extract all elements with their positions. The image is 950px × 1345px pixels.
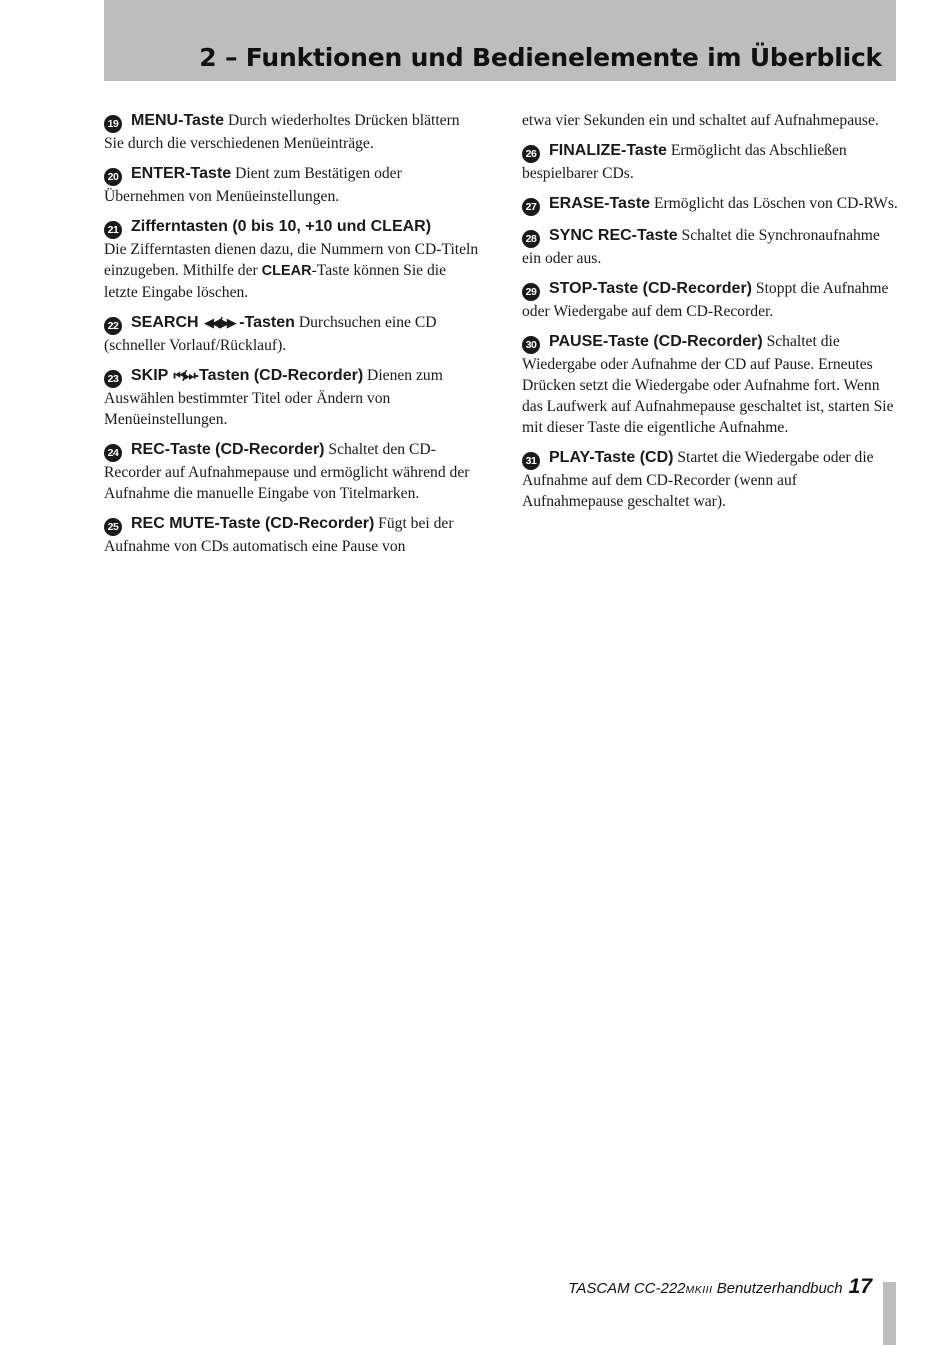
entry-26	[522, 140, 898, 184]
entry-text: Dient zum Bestätigen oder Übernehmen von Menüeinstellungen.	[104, 165, 402, 205]
entry-text: Stoppt die Aufnahme oder Wiedergabe auf dem CD-Recorder.	[522, 280, 889, 320]
skip-back-forward-icon: ⏮/⏭	[173, 369, 193, 384]
item-number-badge: 24	[104, 444, 122, 462]
entry-text: Schaltet die Synchronaufnahme ein oder aus.	[522, 227, 880, 267]
entry-25	[104, 513, 482, 557]
entry-text: Ermöglicht das Löschen von CD-RWs.	[650, 195, 898, 212]
entry-text: Schaltet die Wiedergabe oder Aufnahme der CD auf Pause. Erneutes Drücken setzt die Wiedergabe oder Aufnahme fort. Wenn das Laufwerk auf Aufnahmepause geschaltet ist, starten Sie mit dieser Taste die eigentliche Aufnahme.	[522, 333, 894, 436]
footer-brand-model: TASCAM CC-222	[568, 1280, 686, 1297]
header-bar	[104, 0, 896, 81]
clear-key-label: CLEAR	[261, 263, 312, 279]
entry-label: SEARCH	[131, 314, 204, 331]
entry-21	[104, 216, 482, 303]
page-title: 2 – Funktionen und Bedienelemente im Überblick	[199, 43, 882, 72]
entry-text: Schaltet den CD-Recorder auf Aufnahmepause und ermöglicht während der Aufnahme die manuelle Eingabe von Titelmarken.	[104, 441, 470, 502]
right-column	[522, 110, 898, 521]
entry-label: PLAY-Taste (CD)	[549, 449, 674, 466]
item-number-badge: 31	[522, 452, 540, 470]
entry-23	[104, 365, 482, 430]
entry-22	[104, 312, 482, 356]
entry-30	[522, 331, 898, 438]
entry-text: -Taste können Sie die letzte Eingabe löschen.	[104, 262, 447, 301]
entry-text: etwa vier Sekunden ein und schaltet auf Aufnahmepause.	[522, 112, 879, 129]
entry-label: FINALIZE-Taste	[549, 142, 667, 159]
entry-label: MENU-Taste	[131, 112, 225, 129]
entry-label: -Tasten (CD-Recorder)	[193, 367, 364, 384]
entry-text: Durch wiederholtes Drücken blättern Sie durch die verschiedenen Menüeinträge.	[104, 112, 460, 152]
entry-text: Fügt bei der Aufnahme von CDs automatisch eine Pause von	[104, 515, 454, 555]
item-number-badge: 30	[522, 336, 540, 354]
entry-text: Durchsuchen eine CD (schneller Vorlauf/Rücklauf).	[104, 314, 437, 354]
entry-text: Startet die Wiedergabe oder die Aufnahme auf dem CD-Recorder (wenn auf Aufnahmepause geschaltet war).	[522, 449, 874, 510]
footer-model-suffix: MKIII	[685, 1284, 713, 1296]
page-edge-tab	[883, 1282, 896, 1345]
item-number-badge: 22	[104, 317, 122, 335]
entry-text: Ermöglicht das Abschließen bespielbarer CDs.	[522, 142, 847, 182]
item-number-badge: 29	[522, 283, 540, 301]
entry-label: REC-Taste (CD-Recorder)	[131, 441, 325, 458]
item-number-badge: 28	[522, 230, 540, 248]
entry-label: ENTER-Taste	[131, 165, 232, 182]
item-number-badge: 21	[104, 221, 122, 239]
footer-manual-title: Benutzerhandbuch	[712, 1280, 843, 1297]
entry-label: Zifferntasten (0 bis 10, +10 und CLEAR)	[131, 218, 432, 235]
entry-label: ERASE-Taste	[549, 195, 651, 212]
entry-28	[522, 225, 898, 269]
entry-31	[522, 447, 898, 512]
page-footer	[568, 1275, 872, 1299]
entry-label: SYNC REC-Taste	[549, 227, 678, 244]
entry-text: Die Zifferntasten dienen dazu, die Nummern von CD-Titeln einzugeben. Mithilfe der	[104, 241, 479, 279]
item-number-badge: 26	[522, 145, 540, 163]
entry-label: -Tasten	[234, 314, 295, 331]
entry-24	[104, 439, 482, 504]
left-column	[104, 110, 482, 566]
page-number: 17	[848, 1275, 872, 1298]
item-number-badge: 20	[104, 168, 122, 186]
entry-25-continued	[522, 110, 898, 131]
entry-label: REC MUTE-Taste (CD-Recorder)	[131, 515, 375, 532]
entry-19	[104, 110, 482, 154]
item-number-badge: 19	[104, 115, 122, 133]
entry-label: SKIP	[131, 367, 173, 384]
entry-label: PAUSE-Taste (CD-Recorder)	[549, 333, 763, 350]
entry-label: STOP-Taste (CD-Recorder)	[549, 280, 752, 297]
entry-27	[522, 193, 898, 216]
entry-29	[522, 278, 898, 322]
item-number-badge: 23	[104, 370, 122, 388]
item-number-badge: 25	[104, 518, 122, 536]
item-number-badge: 27	[522, 198, 540, 216]
rewind-forward-icon: ◀◀/▶▶	[204, 316, 234, 331]
entry-20	[104, 163, 482, 207]
entry-text: Dienen zum Auswählen bestimmter Titel oder Ändern von Menüeinstellungen.	[104, 367, 443, 428]
